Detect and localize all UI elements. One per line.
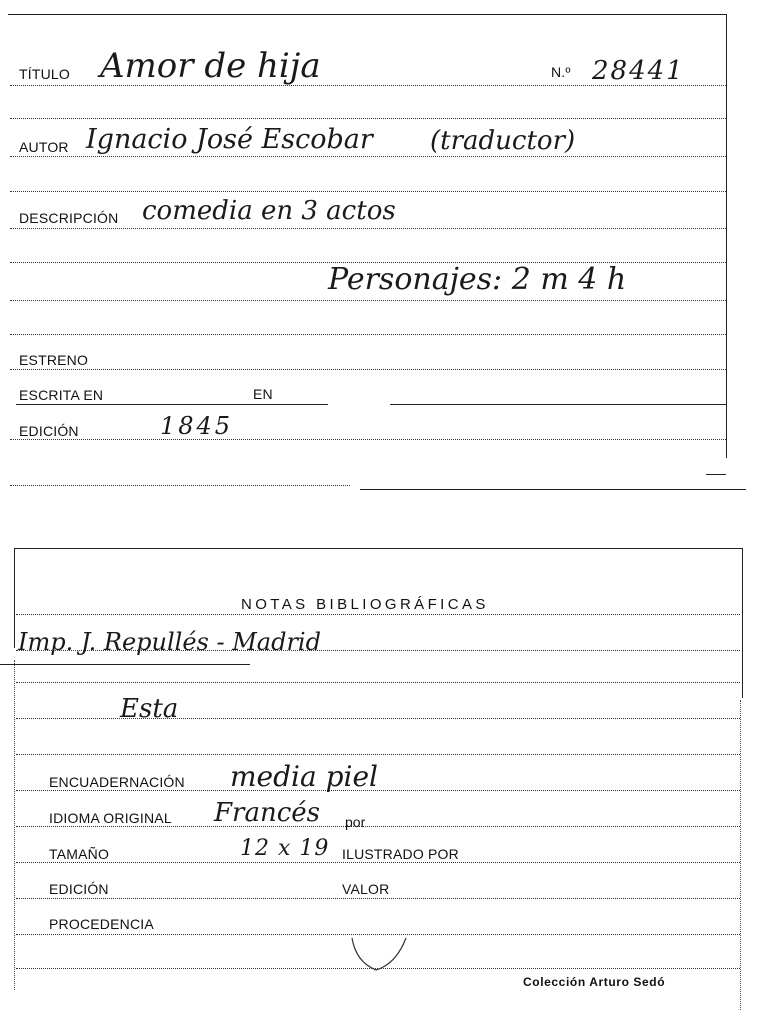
edicion2-label: EDICIÓN <box>49 881 109 897</box>
autor-value: Ignacio José Escobar <box>86 124 373 155</box>
numero-label: N.º <box>551 64 571 80</box>
escrita-en-label: ESCRITA EN <box>19 387 104 403</box>
por-label: por <box>345 814 366 830</box>
personajes-value: Personajes: 2 m 4 h <box>328 262 627 297</box>
notes-line-1: Imp. J. Repullés - Madrid <box>18 628 321 656</box>
collection-stamp: Colección Arturo Sedó <box>523 975 666 989</box>
numero-value: 28441 <box>592 56 685 86</box>
edicion-value: 1845 <box>160 412 234 440</box>
en-label: EN <box>253 386 273 402</box>
idioma-value: Francés <box>214 798 321 828</box>
idioma-label: IDIOMA ORIGINAL <box>49 810 172 826</box>
estreno-label: ESTRENO <box>19 352 89 368</box>
procedencia-label: PROCEDENCIA <box>49 916 154 932</box>
autor-note: (traductor) <box>430 126 576 156</box>
tamano-value: 12 x 19 <box>240 836 330 861</box>
encuadernacion-label: ENCUADERNACIÓN <box>49 774 185 790</box>
tamano-label: TAMAÑO <box>49 846 110 862</box>
valor-label: VALOR <box>342 881 390 897</box>
titulo-label: TÍTULO <box>19 66 70 82</box>
notas-heading: NOTAS BIBLIOGRÁFICAS <box>241 596 489 613</box>
ilustrado-label: ILUSTRADO POR <box>342 846 459 862</box>
autor-label: AUTOR <box>19 139 69 155</box>
titulo-value: Amor de hija <box>100 46 321 86</box>
notes-line-2: Esta <box>120 694 179 724</box>
encuadernacion-value: media piel <box>230 760 378 793</box>
descripcion-label: DESCRIPCIÓN <box>19 210 119 226</box>
descripcion-value: comedia en 3 actos <box>142 196 396 226</box>
edicion-label: EDICIÓN <box>19 423 79 439</box>
